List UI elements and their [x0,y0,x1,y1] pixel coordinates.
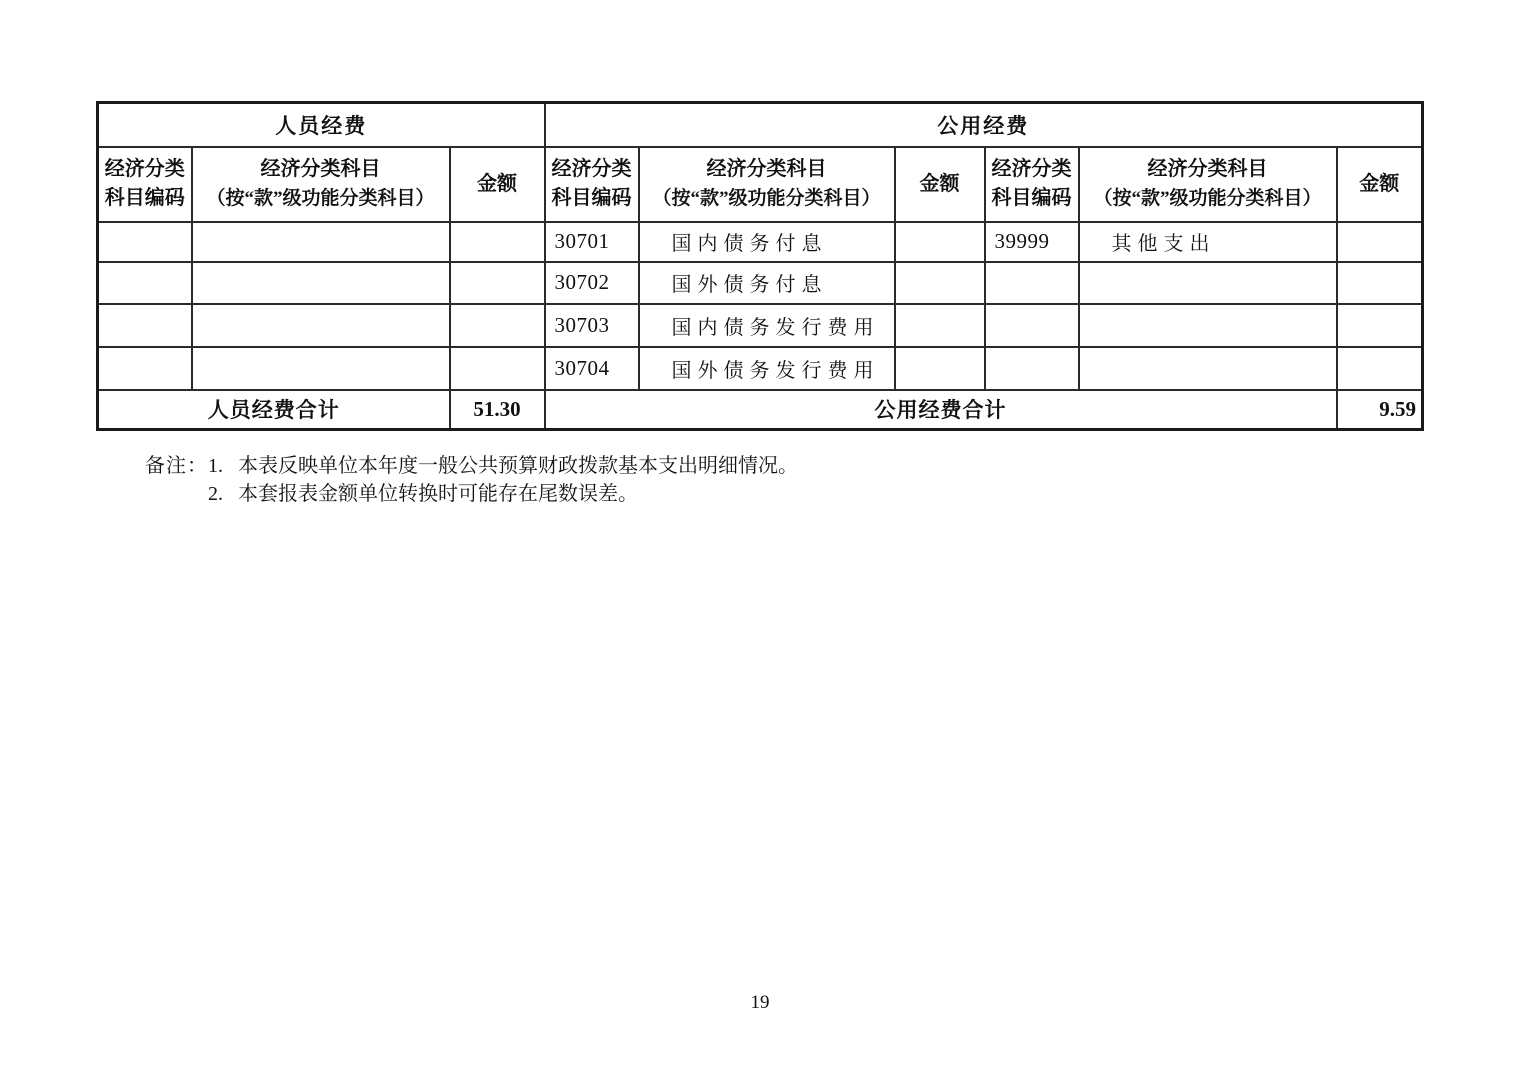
table-row [98,262,1423,304]
notes-section [145,452,798,508]
cell-public1-code: 30701 [545,222,639,262]
cell-public1-subject: 国外债务付息 [639,262,895,304]
cell-public1-amount [895,347,985,390]
group-header-personnel: 人员经费 [98,103,545,147]
header-code-line1: 经济分类 [104,158,185,180]
cell-personnel-amount [450,222,545,262]
table-column-header-row [98,147,1423,222]
header-code-line1: 经济分类 [991,158,1072,180]
public-total-amount: 9.59 [1337,390,1423,430]
personnel-total-amount: 51.30 [450,390,545,430]
header-amount-personnel: 金额 [450,147,545,222]
personnel-total-label: 人员经费合计 [98,390,450,430]
group-header-public: 公用经费 [545,103,1423,147]
header-subject-line1: 经济分类科目 [706,158,827,180]
cell-personnel-amount [450,262,545,304]
cell-public2-code [985,347,1079,390]
cell-personnel-subject [192,347,450,390]
note-text: 本套报表金额单位转换时可能存在尾数误差。 [238,483,638,505]
header-subject-public2 [1079,147,1337,222]
cell-public2-code: 39999 [985,222,1079,262]
cell-public2-amount [1337,262,1423,304]
cell-public2-code [985,304,1079,347]
header-code-personnel [98,147,192,222]
header-code-public2 [985,147,1079,222]
cell-public2-subject [1079,347,1337,390]
cell-personnel-subject [192,262,450,304]
cell-public2-amount [1337,347,1423,390]
cell-public1-amount [895,304,985,347]
header-subject-line1: 经济分类科目 [1147,158,1268,180]
cell-personnel-subject [192,304,450,347]
header-code-line2: 科目编码 [104,187,185,209]
table-row [98,304,1423,347]
header-subject-line2: （按“款”级功能分类科目） [1093,188,1322,209]
cell-public1-code: 30703 [545,304,639,347]
note-text: 本表反映单位本年度一般公共预算财政拨款基本支出明细情况。 [238,455,798,477]
cell-public1-amount [895,222,985,262]
header-subject-line2: （按“款”级功能分类科目） [652,188,881,209]
cell-personnel-code [98,222,192,262]
note-item [208,452,798,480]
cell-public2-subject: 其他支出 [1079,222,1337,262]
table-row [98,222,1423,262]
public-total-label: 公用经费合计 [545,390,1337,430]
cell-public2-subject [1079,262,1337,304]
header-code-public1 [545,147,639,222]
cell-public1-code: 30704 [545,347,639,390]
cell-public2-code [985,262,1079,304]
page-number: 19 [750,992,770,1013]
header-code-line1: 经济分类 [551,158,632,180]
header-code-line2: 科目编码 [991,187,1072,209]
cell-public1-subject: 国外债务发行费用 [639,347,895,390]
note-number: 2. [208,483,223,505]
cell-public2-amount [1337,222,1423,262]
cell-public2-subject [1079,304,1337,347]
cell-personnel-code [98,347,192,390]
cell-public1-code: 30702 [545,262,639,304]
cell-personnel-amount [450,304,545,347]
table-row [98,347,1423,390]
cell-public1-subject: 国内债务付息 [639,222,895,262]
notes-label: 备注： [145,455,208,477]
cell-personnel-code [98,262,192,304]
cell-public1-subject: 国内债务发行费用 [639,304,895,347]
cell-public2-amount [1337,304,1423,347]
notes-lines [208,452,798,508]
cell-personnel-amount [450,347,545,390]
note-number: 1. [208,455,223,477]
cell-personnel-subject [192,222,450,262]
basic-expenditure-table [96,101,1424,431]
header-subject-public1 [639,147,895,222]
table-total-row [98,390,1423,430]
cell-personnel-code [98,304,192,347]
note-item [208,480,798,508]
header-amount-public1: 金额 [895,147,985,222]
header-code-line2: 科目编码 [551,187,632,209]
header-subject-personnel [192,147,450,222]
cell-public1-amount [895,262,985,304]
header-subject-line1: 经济分类科目 [260,158,381,180]
header-amount-public2: 金额 [1337,147,1423,222]
header-subject-line2: （按“款”级功能分类科目） [206,188,435,209]
table-group-header-row [98,103,1423,147]
